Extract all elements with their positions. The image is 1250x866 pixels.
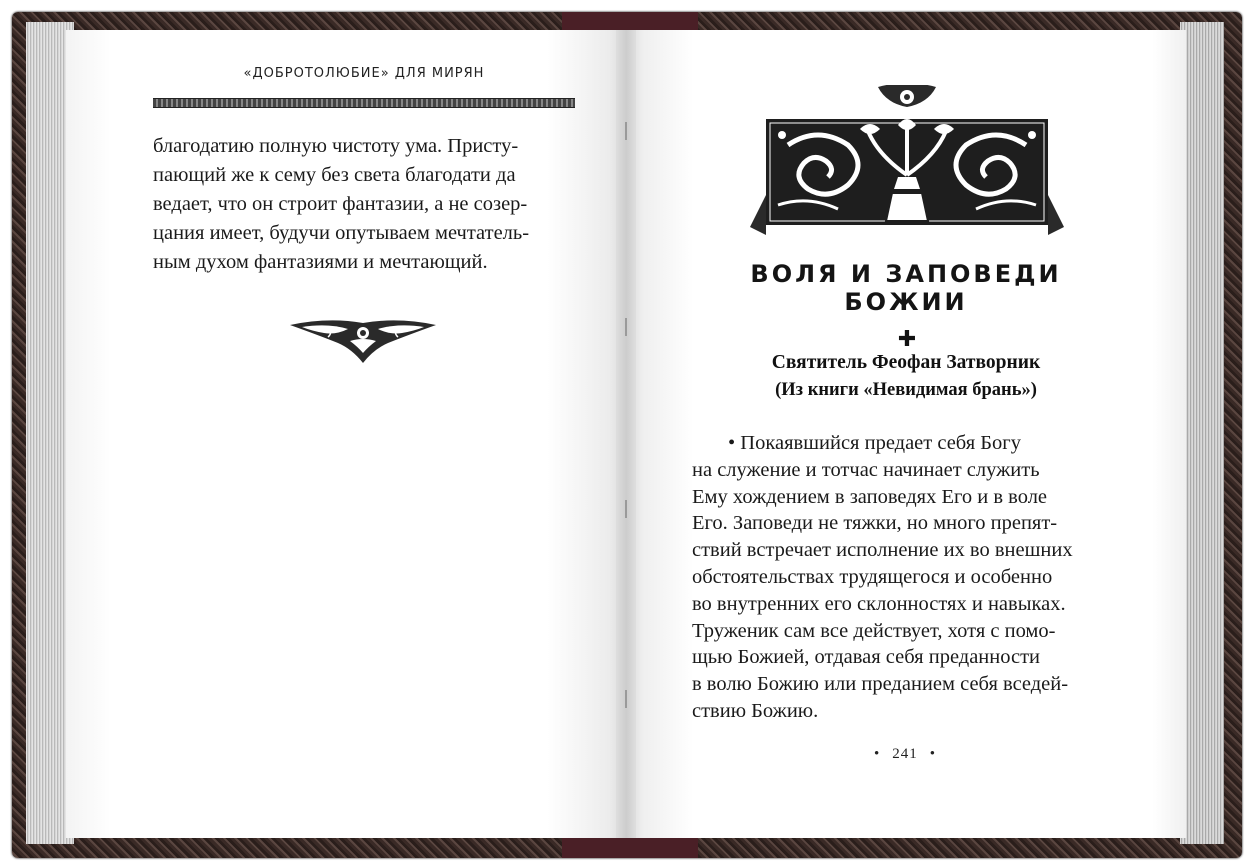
- text-line: Ему хождением в заповедях Его и в воле: [692, 485, 1048, 508]
- text-line: цания имеет, будучи опутываем мечтатель-: [153, 222, 530, 244]
- text-line: ствий встречает исполнение их во внешних: [692, 539, 1073, 562]
- author-heading: Святитель Феофан Затворник: [771, 352, 1041, 373]
- text-line: ным духом фантазиями и мечтающий.: [153, 251, 488, 273]
- binding-stitch: [625, 318, 627, 336]
- text-line: Его. Заповеди не тяжки, но много препят-: [692, 512, 1058, 535]
- tailpiece-ornament-icon: [288, 313, 438, 365]
- cross-icon: ✚: [897, 326, 917, 351]
- binding-stitch: [625, 122, 627, 140]
- text-line: Труженик сам все действует, хотя с помо-: [692, 619, 1056, 642]
- page-number-mark: •: [929, 746, 937, 762]
- text-line: • Покаявшийся предает себя Богу: [728, 432, 1021, 454]
- left-page-text: [153, 132, 578, 277]
- source-heading: (Из книги «Невидимая брань»): [775, 380, 1037, 400]
- binding-stitch: [625, 690, 627, 708]
- header-ornamental-rule: [153, 98, 575, 108]
- text-line: в волю Божию или преданием себя вседей-: [692, 673, 1069, 696]
- text-line: ведает, что он строит фантазии, а не созер-: [153, 193, 528, 215]
- text-line: ствию Божию.: [692, 699, 819, 722]
- text-line: обстоятельствах трудящегося и особенно: [692, 565, 1053, 588]
- page-edges-right: [1180, 22, 1224, 844]
- binding-stitch: [625, 500, 627, 518]
- headpiece-ornament-icon: [748, 85, 1066, 241]
- page-number-mark: •: [873, 746, 881, 762]
- text-line: благодатию полную чистоту ума. Присту-: [153, 135, 519, 157]
- text-line: щью Божией, отдавая себя преданности: [692, 646, 1041, 669]
- page-number: 241: [892, 746, 918, 762]
- text-line: пающий же к сему без света благодати да: [153, 164, 516, 186]
- chapter-title: ВОЛЯ И ЗАПОВЕДИ БОЖИИ: [750, 260, 1062, 316]
- text-line: на служение и тотчас начинает служить: [692, 458, 1040, 481]
- text-line: во внутренних его склонностях и навыках.: [692, 592, 1066, 615]
- right-page-text: [692, 430, 1118, 725]
- page-number-footer: [860, 746, 950, 763]
- running-head: «ДОБРОТОЛЮБИЕ» ДЛЯ МИРЯН: [243, 66, 485, 81]
- gutter: [616, 30, 636, 838]
